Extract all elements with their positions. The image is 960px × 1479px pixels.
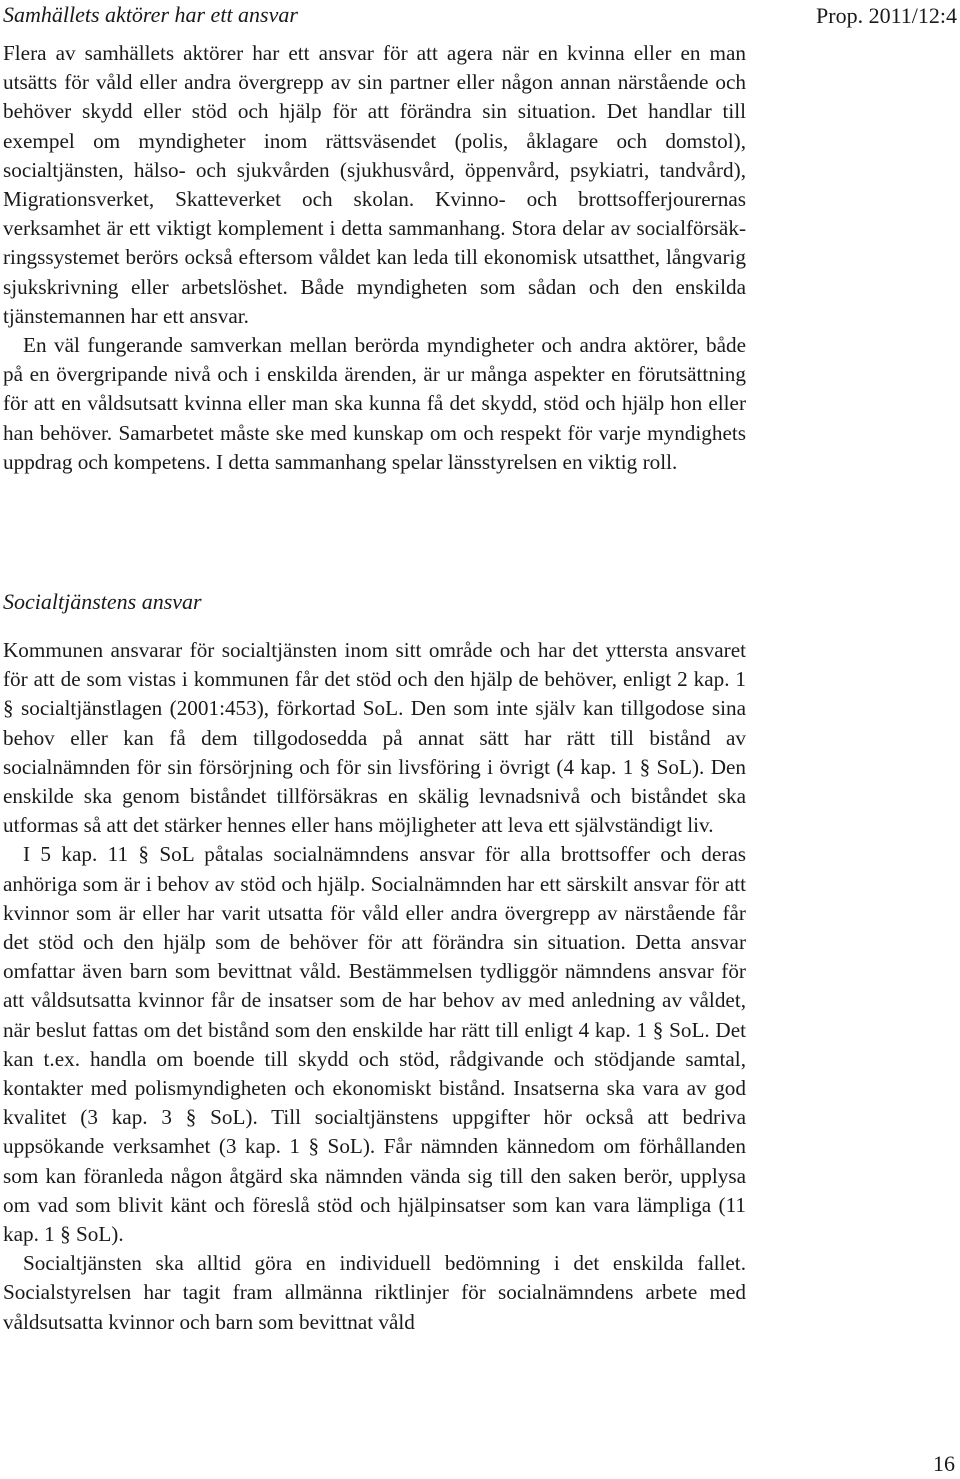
page-number: 16 bbox=[933, 1451, 955, 1476]
section-paragraph-3: Socialtjänsten ska alltid göra en individuell bedömning i det enskilda fallet. Socialstyrelsen har tagit fram allmänna riktlinjer för socialnämndens arbete med våldsutsatta kvinnor och barn som bevittnat våld bbox=[3, 1251, 746, 1334]
section-paragraph-2: I 5 kap. 11 § SoL påtalas socialnämndens ansvar för alla brottsoffer och deras anhöriga som är i behov av stöd och hjälp. Socialnämnden har ett särskilt ansvar för att kvinnor som är eller har varit utsatta för våld eller andra övergrepp av närstående får det stöd och den hjälp som de behöver för att förändra sin situation. Detta ansvar omfattar även barn som bevittnat våld. Bestämmelsen tydliggör nämndens ansvar för att våldsutsatta kvinnor får de insatser som de har behov av med anledning av våldet, när beslut fattas om det bistånd som den enskilde har rätt till enligt 4 kap. 1 § SoL. Det kan t.ex. handla om boende till skydd och stöd, rådgivande och stödjande samtal, kontakter med polismyndigheten och ekonomiskt bistånd. Insatserna ska vara av god kvalitet (3 kap. 3 § SoL). Till socialtjänstens uppgifter hör också att bedriva uppsökande verksamhet (3 kap. 1 § SoL). Får nämnden kännedom om förhållanden som kan föranleda någon åtgärd ska nämnden vända sig till den saken berör, upplysa om vad som blivit känt och föreslå stöd och hjälpinsatser som kan vara lämpliga (11 kap. 1 § SoL). bbox=[3, 842, 746, 1247]
section-paragraph-1: Kommunen ansvarar för socialtjänsten inom sitt område och har det yttersta ansvaret för att de som vistas i kommunen får det stöd och den hjälp de behöver, enligt 2 kap. 1 § socialtjänstlagen (2001:453), förkortad SoL. Den som inte själv kan tillgodose sina behov eller kan få dem tillgodosedda på annat sätt har rätt till bistånd av socialnämnden för sin försörjning och för sin livsföring i övrigt (4 kap. 1 § SoL). Den enskilde ska genom biståndet tillförsäkras en skälig levnadsnivå och biståndet ska utformas så att det stärker hennes eller hans möjligheter att leva ett självständigt liv. bbox=[3, 638, 746, 838]
running-title: Samhällets aktörer har ett ansvar bbox=[3, 2, 298, 27]
proposition-reference: Prop. 2011/12:4 bbox=[816, 3, 957, 28]
section-heading: Socialtjänstens ansvar bbox=[3, 589, 202, 614]
intro-paragraph-2: En väl fungerande samverkan mellan berörda myndigheter och andra aktörer, både på en övergripande nivå och i enskilda ärenden, är ur många aspekter en förutsättning för att en våldsutsatt kvinna eller man ska kunna få det skydd, stöd och hjälp hon eller han behöver. Samarbetet måste ske med kunskap om och respekt för varje myndighets uppdrag och kompetens. I detta sammanhang spelar länsstyrelsen en viktig roll. bbox=[3, 333, 746, 474]
intro-paragraph-1: Flera av samhällets aktörer har ett ansvar för att agera när en kvinna eller en man utsätts för våld eller andra övergrepp av sin partner eller någon annan närstående och behöver skydd eller stöd och hjälp för att förändra sin situation. Det handlar till exempel om myndigheter inom rättsväsendet (polis, åklagare och domstol), socialtjänsten, hälso- och sjukvården (sjukhusvård, öppenvård, psykiatri, tandvård), Migrationsverket, Skatteverket och skolan. Kvinno- och brottsofferjourernas verksamhet är ett viktigt komplement i detta sammanhang. Stora delar av socialförsäkringssystemet berörs också eftersom våldet kan leda till ekonomisk utsatthet, långvarig sjukskrivning eller arbetslöshet. Både myndigheten som sådan och den enskilda tjänstemannen har ett ansvar. bbox=[3, 41, 746, 328]
section-text bbox=[3, 636, 746, 1337]
intro-text bbox=[3, 39, 746, 477]
